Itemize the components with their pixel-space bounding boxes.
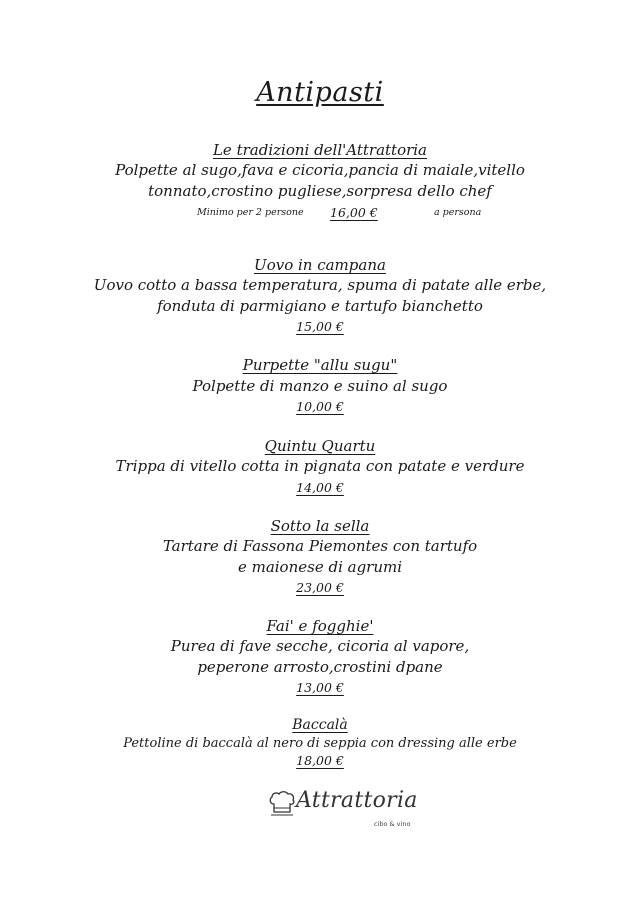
- dish-description: Tartare di Fassona Piemontes con tartufo: [162, 537, 478, 555]
- restaurant-logo: [268, 788, 428, 832]
- dish-price: 13,00 €: [296, 680, 344, 695]
- dish-description: Uovo cotto a bassa temperatura, spuma di patate alle erbe,: [93, 276, 547, 294]
- dish-description: Polpette al sugo,fava e cicoria,pancia di maiale,vitello: [115, 161, 525, 179]
- page-title: Antipasti: [256, 77, 384, 108]
- dish-name: Baccalà: [292, 717, 348, 733]
- logo-name: Attrattoria: [296, 788, 418, 813]
- dish-price: 18,00 €: [296, 753, 344, 768]
- dish-name: Sotto la sella: [270, 517, 370, 535]
- dish-name: Fai' e fogghie': [266, 617, 374, 635]
- dish-name: Quintu Quartu: [264, 437, 376, 455]
- dish-description: e maionese di agrumi: [237, 558, 403, 576]
- dish-price: 16,00 €: [330, 205, 378, 220]
- dish-description: fonduta di parmigiano e tartufo bianchetto: [157, 297, 483, 315]
- dish-description: peperone arrosto,crostini dpane: [197, 658, 443, 676]
- dish-price: 14,00 €: [296, 480, 344, 495]
- dish-description: Polpette di manzo e suino al sugo: [192, 377, 448, 395]
- dish-name: Le tradizioni dell'Attrattoria: [212, 141, 428, 159]
- chef-hat-icon: [268, 790, 296, 820]
- dish-name: Purpette "allu sugu": [242, 356, 398, 374]
- price-row: [0, 204, 640, 222]
- minimum-note: Minimo per 2 persone: [197, 207, 304, 218]
- per-person-note: a persona: [434, 207, 482, 218]
- dish-description: tonnato,crostino pugliese,sorpresa dello chef: [148, 182, 492, 200]
- dish-price: 23,00 €: [296, 580, 344, 595]
- dish-description: Purea di fave secche, cicoria al vapore,: [170, 637, 470, 655]
- dish-price: 10,00 €: [296, 399, 344, 414]
- dish-price: 15,00 €: [296, 319, 344, 334]
- dish-name: Uovo in campana: [254, 256, 386, 274]
- dish-description: Trippa di vitello cotta in pignata con patate e verdure: [115, 457, 525, 475]
- logo-tagline: cibo & vino: [374, 820, 411, 828]
- dish-description: Pettoline di baccalà al nero di seppia con dressing alle erbe: [123, 736, 517, 751]
